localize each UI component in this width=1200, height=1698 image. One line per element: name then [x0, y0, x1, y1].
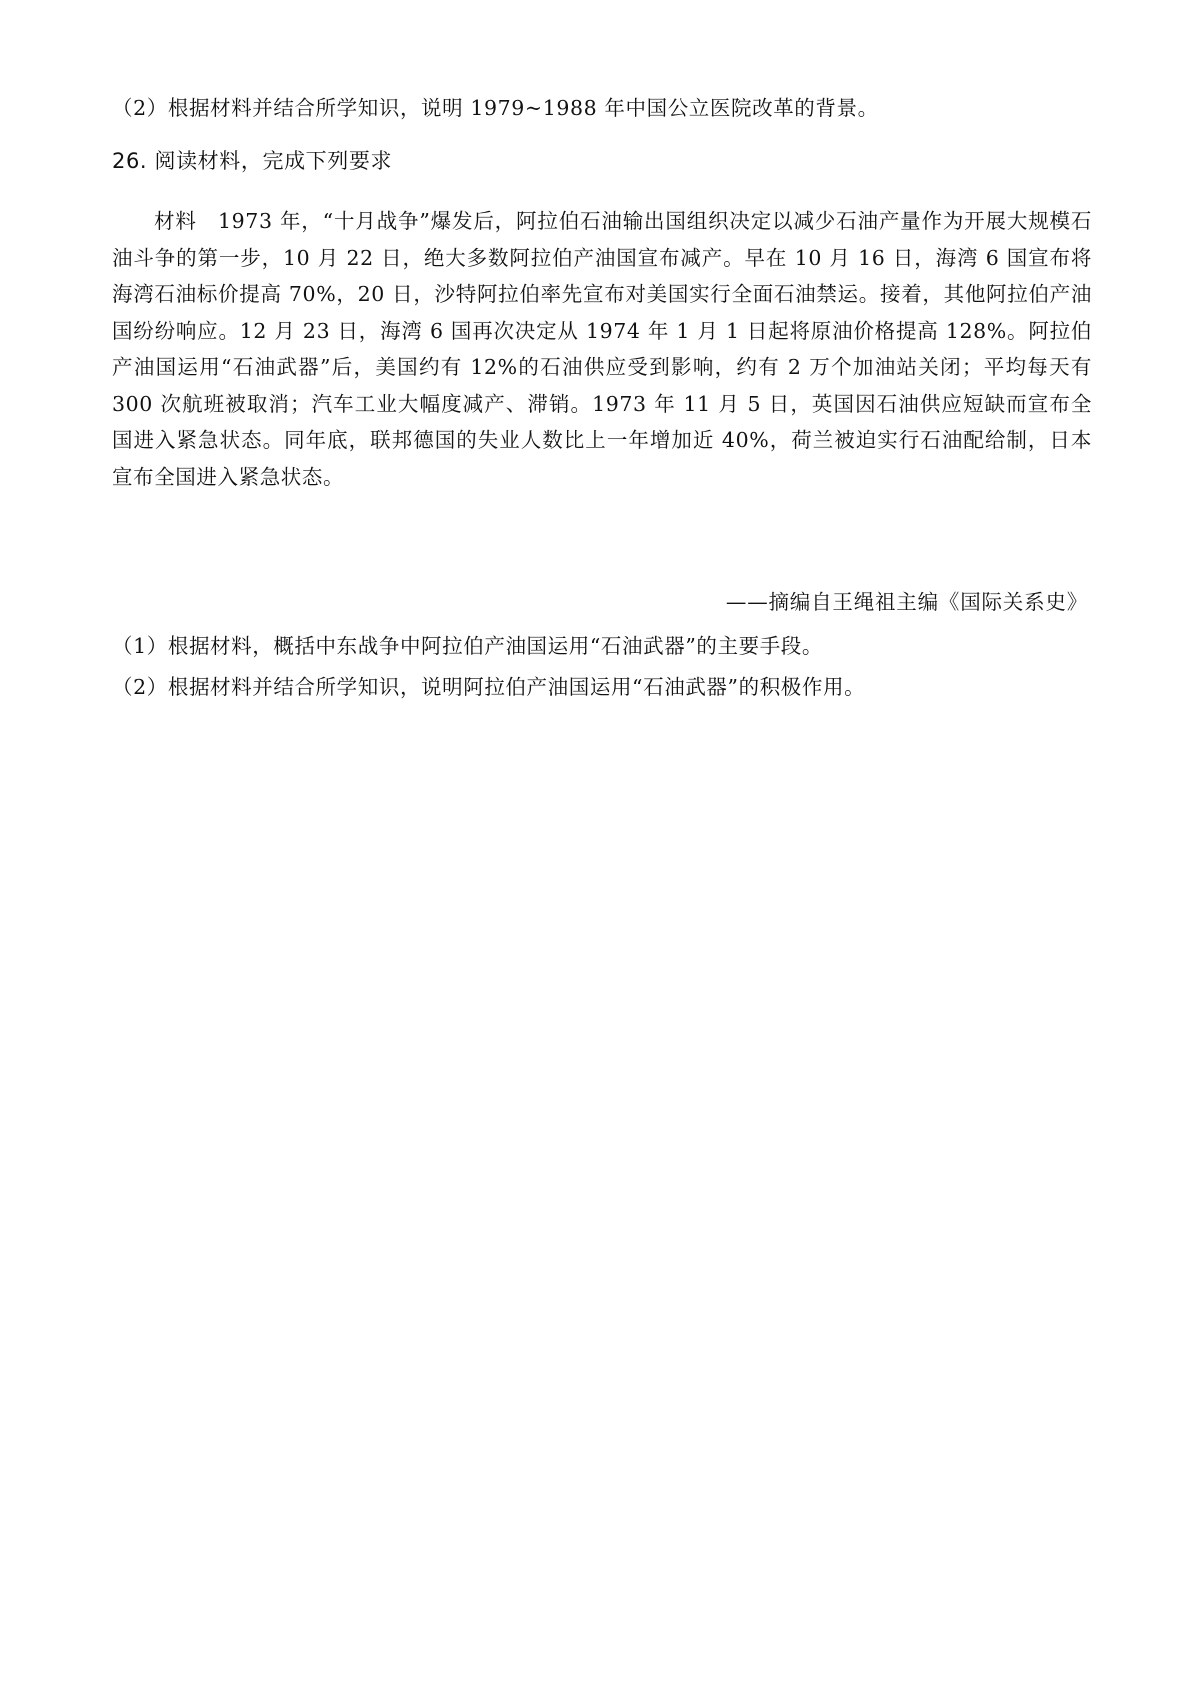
- question-26-heading: 26. 阅读材料，完成下列要求: [112, 149, 393, 173]
- question-26-sub1: （1）根据材料，概括中东战争中阿拉伯产油国运用“石油武器”的主要手段。: [112, 634, 824, 658]
- prev-question-sub2: （2）根据材料并结合所学知识，说明 1979~1988 年中国公立医院改革的背景。: [112, 96, 879, 120]
- material-source-citation: ——摘编自王绳祖主编《国际关系史》: [725, 590, 1088, 614]
- question-26-material: 材料 1973 年，“十月战争”爆发后，阿拉伯石油输出国组织决定以减少石油产量作为开展大规模石油斗争的第一步，10 月 22 日，绝大多数阿拉伯产油国宣布减产。早在 10 月 16 日，海湾 6 国宣布将海湾石油标价提高 70%，20 日，沙特阿拉伯率先宣布对美国实行全面石油禁运。接着，其他阿拉伯产油国纷纷响应。12 月 23 日，海湾 6 国再次决定从 1974 年 1 月 1 日起将原油价格提高 128%。阿拉伯产油国运用“石油武器”后，美国约有 12%的石油供应受到影响，约有 2 万个加油站关闭；平均每天有 300 次航班被取消；汽车工业大幅度减产、滞销。1973 年 11 月 5 日，英国因石油供应短缺而宣布全国进入紧急状态。同年底，联邦德国的失业人数比上一年增加近 40%，荷兰被迫实行石油配给制，日本宣布全国进入紧急状态。: [112, 209, 1092, 489]
- question-26-sub2: （2）根据材料并结合所学知识，说明阿拉伯产油国运用“石油武器”的积极作用。: [112, 675, 866, 699]
